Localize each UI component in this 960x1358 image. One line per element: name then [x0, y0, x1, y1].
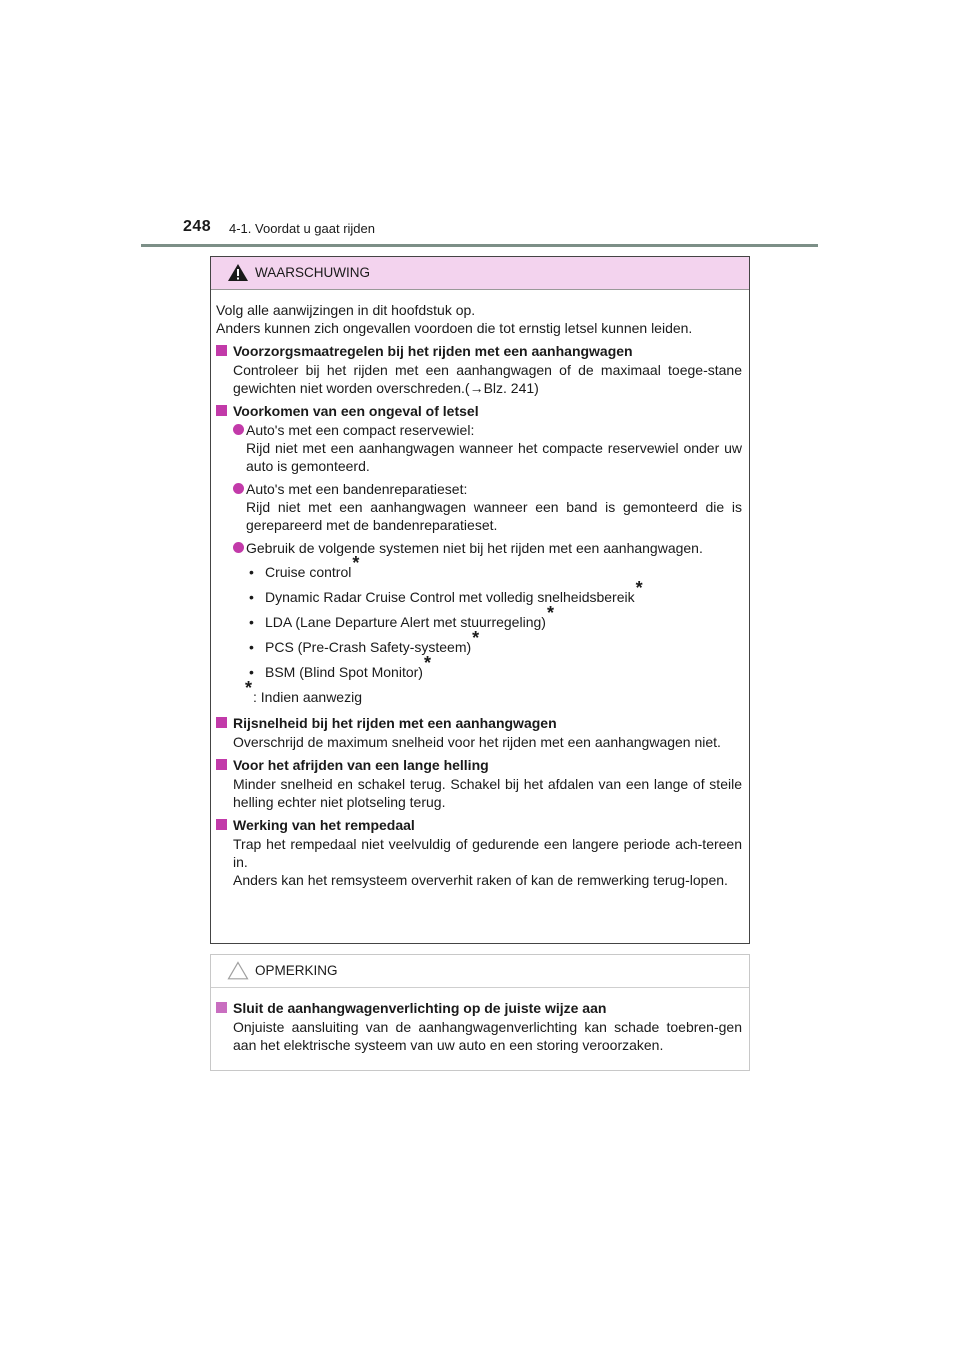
section-heading-descent: [216, 756, 742, 774]
square-bullet-icon: [216, 405, 227, 416]
round-bullet-icon: [233, 542, 244, 553]
asterisk: *: [635, 578, 643, 598]
bullet-title: Auto's met een bandenreparatieset:: [246, 481, 468, 497]
section-text: Overschrijd de maximum snelheid voor het rijden met een aanhangwagen niet.: [233, 734, 721, 750]
asterisk: *: [472, 628, 480, 648]
sub-bullet: •: [249, 614, 254, 630]
notice-heading: [216, 999, 742, 1017]
notice-text: Onjuiste aansluiting van de aanhangwagenverlichting kan schade toebren-gen aan het elektrische systeem van uw auto en een storing veroorzaken.: [233, 1019, 742, 1053]
system-item: [247, 553, 742, 581]
heading-text: Sluit de aanhangwagenverlichting op de juiste wijze aan: [233, 1000, 607, 1016]
system-name: PCS (Pre-Crash Safety-systeem): [265, 639, 472, 655]
bullet-text: Gebruik de volgende systemen niet bij het rijden met een aanhangwagen.: [246, 540, 703, 556]
heading-text: Rijsnelheid bij het rijden met een aanhangwagen: [233, 715, 557, 731]
square-bullet-icon: [216, 819, 227, 830]
list-item: [233, 421, 742, 475]
square-bullet-icon: [216, 345, 227, 356]
intro-line-1: Volg alle aanwijzingen in dit hoofdstuk op.: [216, 302, 476, 318]
bullet-text: Rijd niet met een aanhangwagen wanneer een band is gemonteerd die is gerepareerd met de bandenreparatieset.: [246, 499, 742, 533]
bullet-text: Rijd niet met een aanhangwagen wanneer het compacte reservewiel onder uw auto is gemonteerd.: [246, 440, 742, 474]
round-bullet-icon: [233, 424, 244, 435]
asterisk: *: [245, 678, 253, 698]
system-item: [247, 628, 742, 656]
heading-text: Voorkomen van een ongeval of letsel: [233, 403, 479, 419]
warning-triangle-icon: [227, 263, 249, 282]
heading-text: Voor het afrijden van een lange helling: [233, 757, 489, 773]
square-bullet-icon: [216, 717, 227, 728]
asterisk: *: [546, 603, 554, 623]
notice-label: OPMERKING: [255, 963, 338, 978]
section-text-group: [233, 835, 742, 889]
section-heading-brake-pedal: [216, 816, 742, 834]
warning-label: WAARSCHUWING: [255, 265, 370, 280]
warning-body: [211, 290, 749, 889]
heading-text: Voorzorgsmaatregelen bij het rijden met een aanhangwagen: [233, 343, 633, 359]
list-item: [233, 539, 742, 557]
system-name: LDA (Lane Departure Alert met stuurregeling): [265, 614, 546, 630]
header-rule: [141, 244, 818, 247]
footnote-text: : Indien aanwezig: [253, 689, 362, 705]
system-item: [247, 653, 742, 681]
notice-body: [211, 988, 749, 1054]
asterisk: *: [352, 553, 360, 573]
section-text: Anders kan het remsysteem oververhit raken of kan de remwerking terug-lopen.: [233, 872, 728, 888]
notice-triangle-icon: [227, 961, 249, 980]
asterisk: *: [423, 653, 431, 673]
section-text: Controleer bij het rijden met een aanhangwagen of de maximaal toege-stane gewichten niet worden overschreden.(→Blz. 241): [233, 362, 742, 396]
sub-bullet: •: [249, 589, 254, 605]
footnote: [245, 678, 742, 706]
sub-bullet: •: [249, 564, 254, 580]
system-name: BSM (Blind Spot Monitor): [265, 664, 423, 680]
system-item: [247, 578, 742, 606]
warning-header: [211, 257, 749, 290]
intro-line-2: Anders kunnen zich ongevallen voordoen die tot ernstig letsel kunnen leiden.: [216, 320, 693, 336]
section-heading-accident-prevention: [216, 402, 742, 420]
square-bullet-icon: [216, 1002, 227, 1013]
sub-bullet: •: [249, 664, 254, 680]
sub-bullet: •: [249, 639, 254, 655]
system-name: Dynamic Radar Cruise Control met volledig snelheidsbereik: [265, 589, 635, 605]
round-bullet-icon: [233, 483, 244, 494]
system-item: [247, 603, 742, 631]
list-item: [233, 480, 742, 534]
section-title: 4-1. Voordat u gaat rijden: [229, 221, 375, 236]
warning-box: [210, 256, 750, 944]
section-heading-trailer-precautions: [216, 342, 742, 360]
bullet-title: Auto's met een compact reservewiel:: [246, 422, 475, 438]
section-heading-speed: [216, 714, 742, 732]
warning-intro: [216, 301, 742, 337]
notice-box: [210, 954, 750, 1071]
square-bullet-icon: [216, 759, 227, 770]
system-name: Cruise control: [265, 564, 352, 580]
heading-text: Werking van het rempedaal: [233, 817, 415, 833]
section-text: Minder snelheid en schakel terug. Schakel bij het afdalen van een lange of steile helling echter niet plotseling terug.: [233, 776, 742, 810]
page-number: 248: [183, 218, 212, 235]
section-text: Trap het rempedaal niet veelvuldig of gedurende een langere periode ach-tereen in.: [233, 836, 742, 870]
notice-header: [211, 955, 749, 988]
